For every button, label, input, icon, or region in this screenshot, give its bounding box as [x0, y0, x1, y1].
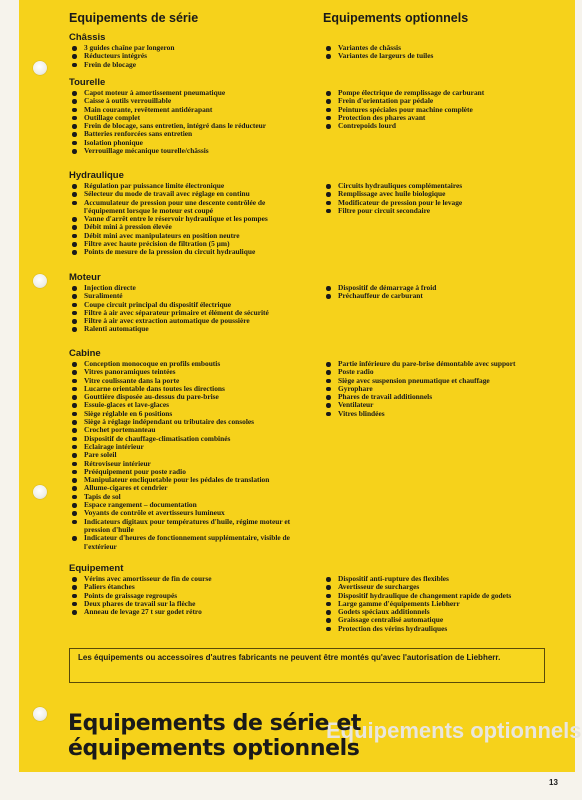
list-item-text: Graissage centralisé automatique	[338, 615, 444, 625]
section-title: Hydraulique	[69, 170, 124, 181]
list-item-text: Gouttière disposée au-dessus du pare-brise	[84, 392, 219, 402]
list-item-text: Phares de travail additionnels	[338, 392, 433, 402]
bullet-icon	[72, 124, 77, 129]
list-item-text: Eclairage intérieur	[84, 441, 144, 451]
binder-hole-icon	[33, 274, 47, 288]
bullet-icon	[72, 462, 77, 467]
section-title: Cabine	[69, 348, 101, 359]
page-title-line: Equipements de série et	[68, 711, 361, 736]
bullet-icon	[72, 116, 77, 121]
bullet-icon	[72, 379, 77, 384]
list-item-text: Dispositif de démarrage à froid	[338, 283, 437, 292]
list-item-text: Batteries renforcées sans entretien	[84, 129, 193, 139]
list-item-text: Remplissage avec huile biologique	[338, 189, 446, 199]
list-item-text: Réducteurs intégrés	[84, 51, 148, 61]
list-item-text: Modificateur de pression pour le levage	[338, 197, 463, 207]
standard-list	[69, 360, 307, 551]
section-title: Tourelle	[69, 77, 106, 88]
bullet-icon	[72, 303, 77, 308]
bullet-icon	[72, 46, 77, 51]
bullet-icon	[72, 536, 77, 541]
bullet-icon	[326, 403, 331, 408]
bullet-icon	[72, 63, 77, 68]
bullet-icon	[72, 311, 77, 316]
bullet-icon	[72, 478, 77, 483]
options-chassis	[323, 44, 559, 61]
bullet-icon	[326, 201, 331, 206]
optional-list	[323, 89, 559, 130]
list-item-text: Siège à réglage indépendant ou tributaire des consoles	[84, 417, 255, 427]
list-item	[69, 608, 307, 616]
bullet-icon	[326, 610, 331, 615]
list-item-text: Filtre à air avec séparateur primaire et élément de sécurité	[84, 307, 269, 317]
bullet-icon	[72, 511, 77, 516]
bullet-icon	[326, 209, 331, 214]
list-item-text: Vérins avec amortisseur de fin de course	[84, 574, 212, 583]
list-item-text: Filtre avec haute précision de filtration (5 µm)	[84, 239, 230, 249]
bullet-icon	[72, 132, 77, 137]
list-item-text: Avertisseur de surcharges	[338, 582, 420, 592]
list-item-text: Rétroviseur intérieur	[84, 458, 151, 468]
bullet-icon	[326, 618, 331, 623]
bullet-icon	[72, 184, 77, 189]
bullet-icon	[72, 486, 77, 491]
list-item-text: Caisse à outils verrouillable	[84, 96, 172, 106]
list-item-text: Verrouillage mécanique tourelle/châssis	[84, 146, 209, 156]
bullet-icon	[72, 585, 77, 590]
list-item-text: Variantes de châssis	[338, 43, 401, 52]
list-item-text: Gyrophare	[338, 383, 373, 393]
bullet-icon	[326, 99, 331, 104]
bullet-icon	[72, 503, 77, 508]
bullet-icon	[326, 577, 331, 582]
list-item-text: Crochet portemanteau	[84, 425, 156, 435]
bullet-icon	[72, 319, 77, 324]
list-item-text: Débit mini à pression élevée	[84, 222, 172, 232]
bullet-icon	[72, 602, 77, 607]
bullet-icon	[72, 327, 77, 332]
list-item	[69, 147, 307, 155]
list-item-text: Deux phares de travail sur la flèche	[84, 598, 196, 608]
list-item-text: Partie inférieure du pare-brise démontable avec support	[338, 359, 516, 368]
bullet-icon	[72, 286, 77, 291]
list-item-text: Accumulateur de pression pour une descente contrôlée de l'équipement lorsque le moteur est coupé	[84, 197, 266, 215]
bullet-icon	[326, 91, 331, 96]
bullet-icon	[326, 192, 331, 197]
list-item-text: Filtre à air avec extraction automatique de poussière	[84, 316, 250, 326]
bullet-icon	[72, 412, 77, 417]
list-item-text: Allume-cigares et cendrier	[84, 483, 168, 493]
bullet-icon	[326, 627, 331, 632]
standard-list	[69, 182, 307, 257]
bullet-icon	[72, 141, 77, 146]
bullet-icon	[326, 286, 331, 291]
bullet-icon	[72, 201, 77, 206]
list-item-text: Prééquipement pour poste radio	[84, 466, 186, 476]
optional-list	[323, 360, 559, 418]
list-item-text: Vanne d'arrêt entre le réservoir hydraulique et les pompes	[84, 214, 268, 224]
list-item-text: Ralenti automatique	[84, 324, 149, 334]
list-item-text: Capot moteur à amortissement pneumatique	[84, 88, 226, 97]
options-hydraulique	[323, 182, 559, 215]
standard-list	[69, 284, 307, 334]
standard-equipment-heading: Equipements de série	[69, 11, 199, 25]
bullet-icon	[326, 46, 331, 51]
list-item-text: Régulation par puissance limite électronique	[84, 181, 225, 190]
bullet-icon	[72, 520, 77, 525]
list-item-text: Isolation phonique	[84, 137, 143, 147]
section-title: Equipement	[69, 563, 124, 574]
list-item-text: Contrepoids lourd	[338, 121, 396, 131]
list-item-text: Protection des phares avant	[338, 112, 426, 122]
list-item-text: Peintures spéciales pour machine complète	[338, 104, 473, 114]
list-item-text: Tapis de sol	[84, 491, 121, 501]
list-item	[323, 122, 559, 130]
list-item-text: 3 guides chaîne par longeron	[84, 43, 175, 52]
list-item-text: Paliers étanches	[84, 582, 135, 592]
list-item-text: Sélecteur du mode de travail avec réglage en continu	[84, 189, 250, 199]
options-moteur	[323, 284, 559, 301]
bullet-icon	[326, 116, 331, 121]
bullet-icon	[326, 54, 331, 59]
binder-hole-icon	[33, 61, 47, 75]
bullet-icon	[72, 495, 77, 500]
bullet-icon	[326, 585, 331, 590]
list-item-text: Préchauffeur de carburant	[338, 291, 423, 301]
bullet-icon	[326, 387, 331, 392]
list-item-text: Frein d'orientation par pédale	[338, 96, 434, 106]
optional-equipment-heading: Equipements optionnels	[323, 11, 469, 25]
bullet-icon	[72, 108, 77, 113]
list-item	[69, 534, 307, 551]
list-item-text: Dispositif de chauffage-climatisation combinés	[84, 433, 231, 443]
list-item-text: Large gamme d'équipements Liebherr	[338, 598, 460, 608]
optional-list	[323, 284, 559, 301]
bullet-icon	[326, 379, 331, 384]
list-item-text: Coupe circuit principal du dispositif électrique	[84, 299, 232, 309]
bullet-icon	[72, 294, 77, 299]
list-item	[69, 325, 307, 333]
list-item-text: Protection des vérins hydrauliques	[338, 623, 448, 633]
bullet-icon	[326, 108, 331, 113]
section-tourelle	[69, 77, 307, 155]
bullet-icon	[326, 412, 331, 417]
bullet-icon	[72, 54, 77, 59]
bullet-icon	[72, 192, 77, 197]
section-chassis	[69, 32, 307, 69]
notice-box: Les équipements ou accessoires d'autres fabricants ne peuvent être montés qu'avec l'autorisation de Liebherr.	[69, 648, 545, 683]
list-item-text: Vitres panoramiques teintées	[84, 367, 176, 377]
list-item-text: Frein de blocage	[84, 59, 137, 69]
list-item-text: Variantes de largeurs de tuiles	[338, 51, 434, 61]
binder-hole-icon	[33, 485, 47, 499]
section-title: Moteur	[69, 272, 101, 283]
section-equipement	[69, 563, 307, 616]
list-item	[69, 518, 307, 535]
list-item-text: Points de mesure de la pression du circuit hydraulique	[84, 247, 256, 257]
bullet-icon	[72, 470, 77, 475]
page-number: 13	[549, 778, 558, 787]
list-item-text: Conception monocoque en profils emboutis	[84, 359, 221, 368]
list-item	[323, 410, 559, 418]
list-item-text: Godets spéciaux additionnels	[338, 607, 430, 617]
list-item	[69, 61, 307, 69]
standard-list	[69, 575, 307, 616]
list-item-text: Lucarne orientable dans toutes les directions	[84, 383, 225, 393]
bullet-icon	[72, 370, 77, 375]
list-item-text: Points de graissage regroupés	[84, 590, 178, 600]
bullet-icon	[72, 99, 77, 104]
optional-list	[323, 44, 559, 61]
list-item	[69, 199, 307, 216]
list-item-text: Main courante, revêtement antidérapant	[84, 104, 213, 114]
list-item-text: Vitres blindées	[338, 408, 385, 418]
bullet-icon	[72, 437, 77, 442]
list-item-text: Dispositif hydraulique de changement rapide de godets	[338, 590, 512, 600]
list-item-text: Essuie-glaces et lave-glaces	[84, 400, 169, 410]
bullet-icon	[72, 217, 77, 222]
list-item-text: Poste radio	[338, 367, 374, 377]
bullet-icon	[72, 453, 77, 458]
list-item-text: Indicateur d'heures de fonctionnement supplémentaire, visible de l'extérieur	[84, 533, 290, 551]
list-item-text: Indicateurs digitaux pour températures d'huile, régime moteur et pression d'huile	[84, 516, 291, 534]
bullet-icon	[72, 362, 77, 367]
bullet-icon	[72, 395, 77, 400]
bullet-icon	[326, 395, 331, 400]
list-item-text: Outillage complet	[84, 112, 141, 122]
list-item-text: Suralimenté	[84, 291, 123, 301]
list-item-text: Débit mini avec manipulateurs en position neutre	[84, 230, 240, 240]
bullet-icon	[326, 362, 331, 367]
bullet-icon	[72, 250, 77, 255]
list-item-text: Voyants de contrôle et avertisseurs lumineux	[84, 508, 225, 518]
list-item-text: Siège avec suspension pneumatique et chauffage	[338, 375, 490, 385]
bullet-icon	[72, 420, 77, 425]
bullet-icon	[72, 403, 77, 408]
list-item-text: Anneau de levage 27 t sur godet rétro	[84, 607, 202, 617]
list-item-text: Injection directe	[84, 283, 136, 292]
list-item-text: Siège réglable en 6 positions	[84, 408, 173, 418]
page-title	[68, 711, 361, 761]
bullet-icon	[72, 91, 77, 96]
bullet-icon	[326, 602, 331, 607]
bullet-icon	[326, 370, 331, 375]
optional-list	[323, 575, 559, 633]
options-tourelle	[323, 89, 559, 130]
bullet-icon	[326, 594, 331, 599]
page-title-line: équipements optionnels	[68, 736, 360, 761]
list-item-text: Dispositif anti-rupture des flexibles	[338, 574, 449, 583]
list-item-text: Circuits hydrauliques complémentaires	[338, 181, 463, 190]
bullet-icon	[72, 577, 77, 582]
list-item-text: Manipulateur encliquetable pour les pédales de translation	[84, 475, 270, 485]
bullet-icon	[326, 184, 331, 189]
section-hydraulique	[69, 170, 307, 257]
optional-list	[323, 182, 559, 215]
list-item-text: Frein de blocage, sans entretien, intégré dans le réducteur	[84, 121, 267, 131]
bullet-icon	[72, 594, 77, 599]
list-item-text: Filtre pour circuit secondaire	[338, 205, 431, 215]
section-cabine	[69, 348, 307, 551]
list-item	[323, 625, 559, 633]
binder-hole-icon	[33, 707, 47, 721]
bullet-icon	[72, 610, 77, 615]
list-item-text: Pompe électrique de remplissage de carburant	[338, 88, 485, 97]
list-item-text: Espace rangement – documentation	[84, 500, 197, 510]
list-item	[323, 52, 559, 60]
section-moteur	[69, 272, 307, 334]
bullet-icon	[72, 149, 77, 154]
options-cabine	[323, 360, 559, 418]
bullet-icon	[72, 234, 77, 239]
list-item	[323, 207, 559, 215]
options-equipement	[323, 575, 559, 633]
section-title: Châssis	[69, 32, 106, 43]
bullet-icon	[72, 387, 77, 392]
list-item-text: Vitre coulissante dans la porte	[84, 375, 180, 385]
list-item-text: Pare soleil	[84, 450, 117, 460]
show-through-text: Equipements optionnels	[326, 718, 582, 743]
standard-list	[69, 44, 307, 69]
bullet-icon	[72, 242, 77, 247]
list-item	[323, 292, 559, 300]
bullet-icon	[326, 294, 331, 299]
standard-list	[69, 89, 307, 155]
list-item	[69, 248, 307, 256]
bullet-icon	[326, 124, 331, 129]
bullet-icon	[72, 445, 77, 450]
bullet-icon	[72, 225, 77, 230]
list-item-text: Ventilateur	[338, 400, 374, 410]
bullet-icon	[72, 428, 77, 433]
